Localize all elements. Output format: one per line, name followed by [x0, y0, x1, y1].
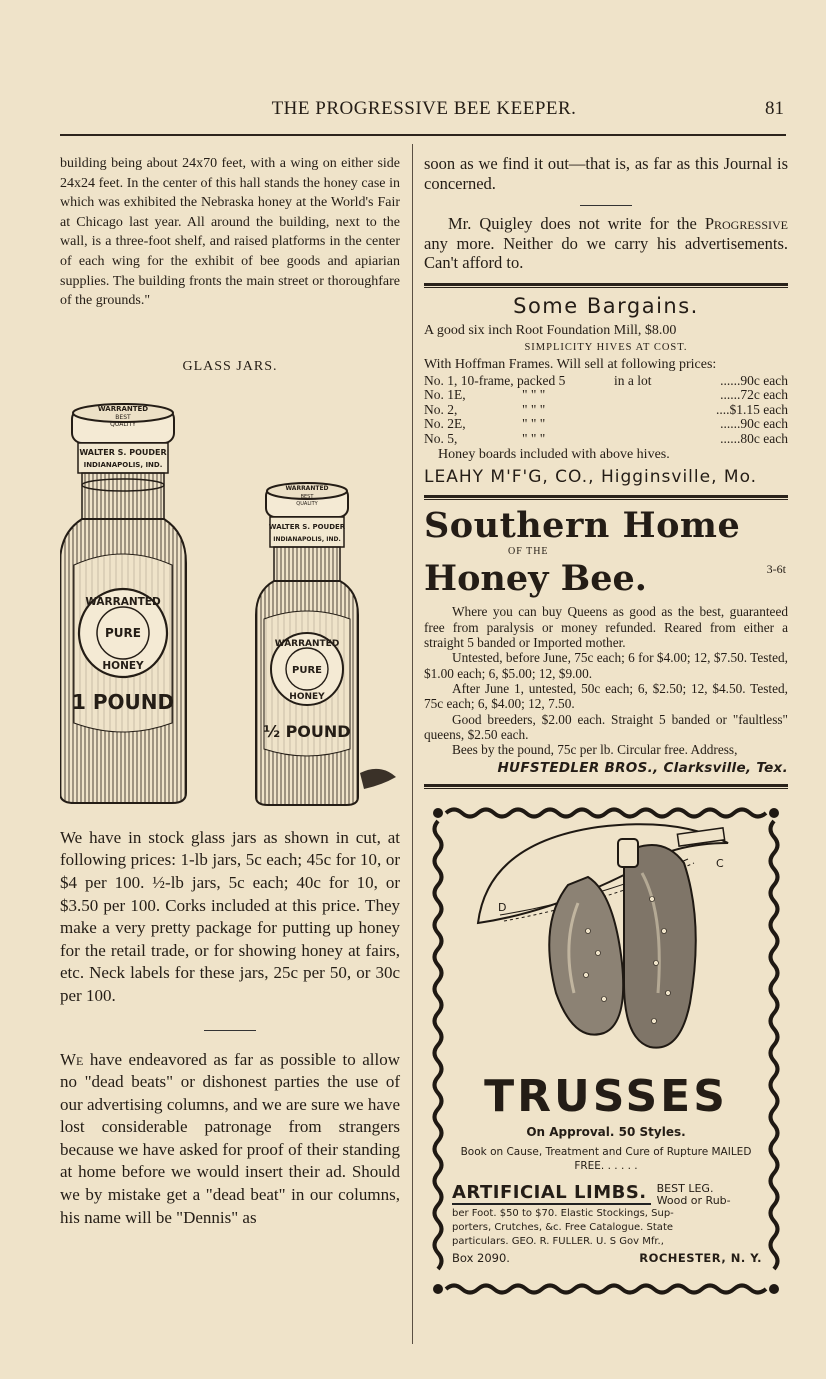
price-row: [424, 374, 788, 389]
bargains-title: Some Bargains.: [513, 293, 699, 318]
jars-svg: [60, 393, 400, 813]
small-cap-text-3: QUALITY: [296, 500, 318, 507]
trusses-approval: On Approval. 50 Styles.: [526, 1125, 686, 1140]
price-row-mid: in a lot: [614, 372, 652, 388]
southern-top-rule: [424, 495, 788, 500]
price-row-price: ......80c each: [720, 430, 788, 446]
limbs-city: ROCHESTER, N. Y.: [639, 1251, 762, 1266]
southern-signature: HUFSTEDLER BROS., Clarksville, Tex.: [497, 760, 788, 777]
large-seal-mid: PURE: [105, 625, 141, 640]
price-row-label: No. 2,: [424, 401, 458, 417]
price-row-price: ....$1.15 each: [716, 401, 788, 417]
limbs-line-3: particulars. GEO. R. FULLER. U. S Gov Mfr.,: [452, 1236, 664, 1248]
limbs-head: [452, 1183, 762, 1207]
southern-p4: Good breeders, $2.00 each. Straight 5 banded or "faultless" queens, $2.50 each.: [424, 711, 788, 742]
price-row-label: No. 2E,: [424, 416, 466, 432]
southern-body: [424, 604, 788, 757]
limbs-line-2: porters, Crutches, &c. Free Catalogue. State: [452, 1222, 674, 1234]
bargains-ad: [424, 294, 788, 488]
price-row: [424, 403, 788, 418]
price-row-price: ......72c each: [720, 387, 788, 403]
left-column: [60, 154, 400, 1229]
small-jar: [256, 483, 358, 805]
limbs-box: Box 2090.: [452, 1251, 510, 1266]
price-row-label: No. 1, 10-frame, packed 5: [424, 372, 566, 388]
glass-jars-illustration: [60, 393, 400, 813]
southern-of-the: OF THE: [508, 546, 549, 558]
limbs-best: [657, 1183, 731, 1207]
large-neck-text-2: INDIANAPOLIS, IND.: [83, 460, 163, 469]
column-divider: [412, 144, 413, 1344]
large-cap-text-3: QUALITY: [110, 420, 136, 428]
left-short-rule: [204, 1030, 256, 1031]
price-row: [424, 388, 788, 403]
truss-illustration: [478, 825, 728, 1048]
price-row-mid: " " ": [522, 401, 546, 417]
price-row-price: ......90c each: [720, 416, 788, 432]
bargains-price-list: [424, 374, 788, 447]
right-paragraph-1: soon as we find it out—that is, as far as this Journal is concerned.: [424, 154, 788, 193]
small-seal-bottom: HONEY: [289, 691, 325, 702]
small-neck-text-1: WALTER S. POUDER: [268, 522, 346, 531]
page-number: 81: [765, 98, 784, 119]
southern-p5: Bees by the pound, 75c per lb. Circular free. Address,: [452, 742, 738, 758]
left-paragraph-2: We have in stock glass jars as shown in cut, at following prices: 1-lb jars, 5c each; 45c for 10, or $4 per 100. ½-lb jars, 5c each; 40c for 10, or $3.50 per 100. Corks included at this price. They make a very pretty package for putting up honey for the retail trade, or for showing honey at fairs, etc. Neck labels for these jars, 25c per 50, or 30c per 100.: [60, 827, 400, 1005]
limbs-line-1: ber Foot. $50 to $70. Elastic Stockings, Sup-: [452, 1208, 674, 1220]
limbs-best-line-2: Wood or Rub-: [656, 1194, 731, 1208]
right-paragraph-2-start: Mr. Quigley does not write for the: [448, 214, 705, 234]
section-heading-glass-jars: GLASS JARS.: [182, 358, 278, 374]
limbs-address: [452, 1251, 762, 1265]
trusses-top-rule: [424, 784, 788, 789]
large-jar-weight: 1 POUND: [71, 689, 175, 714]
bargains-mill-line: A good six inch Root Foundation Mill, $8.00: [424, 322, 677, 338]
large-seal-top: WARRANTED: [85, 595, 161, 608]
running-head: [60, 98, 788, 124]
jar-shadow: [360, 769, 396, 789]
southern-home-ad: [424, 506, 788, 776]
small-seal-mid: PURE: [292, 664, 322, 676]
price-row-mid: " " ": [522, 430, 546, 446]
journal-title: THE PROGRESSIVE BEE KEEPER.: [271, 98, 577, 119]
left-paragraph-3-lead: We: [60, 1049, 84, 1069]
left-paragraph-3-body: have endeavored as far as possible to allow no "dead beats" or dishonest parties the use of our advertising columns, and we are sure we have lost considerable patronage from strangers because we have asked for proof of their standing at home before we would insert their ad. Should we by mistake get a "dead beat" in our columns, his name will be "Dennis" as: [60, 1049, 400, 1227]
southern-p2: Untested, before June, 75c each; 6 for $4.00; 12, $7.50. Tested, $1.00 each; 6, $5.00; 12, $9.00.: [424, 650, 788, 681]
southern-p3: After June 1, untested, 50c each; 6, $2.50; 12, $4.50. Tested, 75c each; 6, $4.00; 12, 7.50.: [424, 680, 788, 712]
trusses-ad: [428, 803, 784, 1299]
southern-p1: Where you can buy Queens as good as the best, guaranteed free from paralysis or money refunded. Reared from either a straight 5 banded or Imported mother.: [424, 604, 788, 651]
large-cap-text-1: WARRANTED: [97, 404, 149, 413]
price-row-label: No. 5,: [424, 430, 458, 446]
trusses-book: Book on Cause, Treatment and Cure of Rupture MAILED FREE. . . . . .: [460, 1146, 752, 1173]
price-row: [424, 432, 788, 447]
price-row: [424, 417, 788, 432]
price-row-price: ......90c each: [720, 372, 788, 388]
left-paragraph-1: building being about 24x70 feet, with a wing on either side 24x24 feet. In the center of this hall stands the honey case in which was exhibited the Nebraska honey at the World's Fair at Chicago last year. All around the building, next to the wall, is a three-foot shelf, and raised platforms in the center of each wing for the exhibit of bee goods and apiarian supplies. The building fronts the main street or thoroughfare of the grounds.": [60, 156, 400, 309]
small-cap-text-2: BEST: [300, 493, 314, 500]
right-column: [424, 154, 788, 1299]
large-jar: [60, 404, 186, 803]
right-paragraph-2: [424, 214, 788, 273]
ad-code: 3-6t: [766, 562, 786, 577]
bargains-intro: With Hoffman Frames. Will sell at following prices:: [424, 356, 717, 372]
large-seal-bottom: HONEY: [102, 659, 144, 672]
limbs-title: ARTIFICIAL LIMBS.: [452, 1183, 651, 1205]
right-paragraph-2-caps: Progressive: [704, 214, 788, 234]
small-neck-text-2: INDIANAPOLIS, IND.: [273, 535, 341, 543]
right-paragraph-2-end: any more. Neither do we carry his advertisements. Can't afford to.: [424, 233, 788, 273]
southern-title-2: Honey Bee.: [424, 558, 647, 600]
southern-title: Southern Home: [424, 505, 741, 547]
header-rule: [60, 134, 786, 136]
bargains-footer: Honey boards included with above hives.: [438, 447, 670, 463]
left-paragraph-3: [60, 1049, 400, 1230]
small-seal-top: WARRANTED: [274, 638, 340, 649]
small-jar-weight: ½ POUND: [263, 721, 351, 741]
trusses-heading: TRUSSES: [484, 1071, 728, 1123]
small-cap-text-1: WARRANTED: [285, 484, 329, 492]
price-row-mid: " " ": [522, 387, 546, 403]
bargains-top-rule: [424, 283, 788, 288]
truss-label-d: D: [498, 901, 507, 915]
limbs-best-line-1: BEST LEG.: [656, 1182, 714, 1196]
price-row-mid: " " ": [522, 416, 546, 432]
large-neck-text-1: WALTER S. POUDER: [79, 447, 167, 457]
bargains-company: LEAHY M'F'G, CO., Higginsville, Mo.: [424, 467, 758, 488]
large-cap-text-2: BEST: [115, 413, 131, 421]
right-short-rule: [580, 205, 632, 206]
honey-bee-row: [424, 558, 788, 600]
price-row-label: No. 1E,: [424, 387, 466, 403]
artificial-limbs-block: [452, 1183, 762, 1265]
truss-label-c: C: [716, 857, 724, 871]
limbs-body: [452, 1207, 762, 1249]
bargains-subhead: SIMPLICITY HIVES AT COST.: [524, 341, 688, 353]
